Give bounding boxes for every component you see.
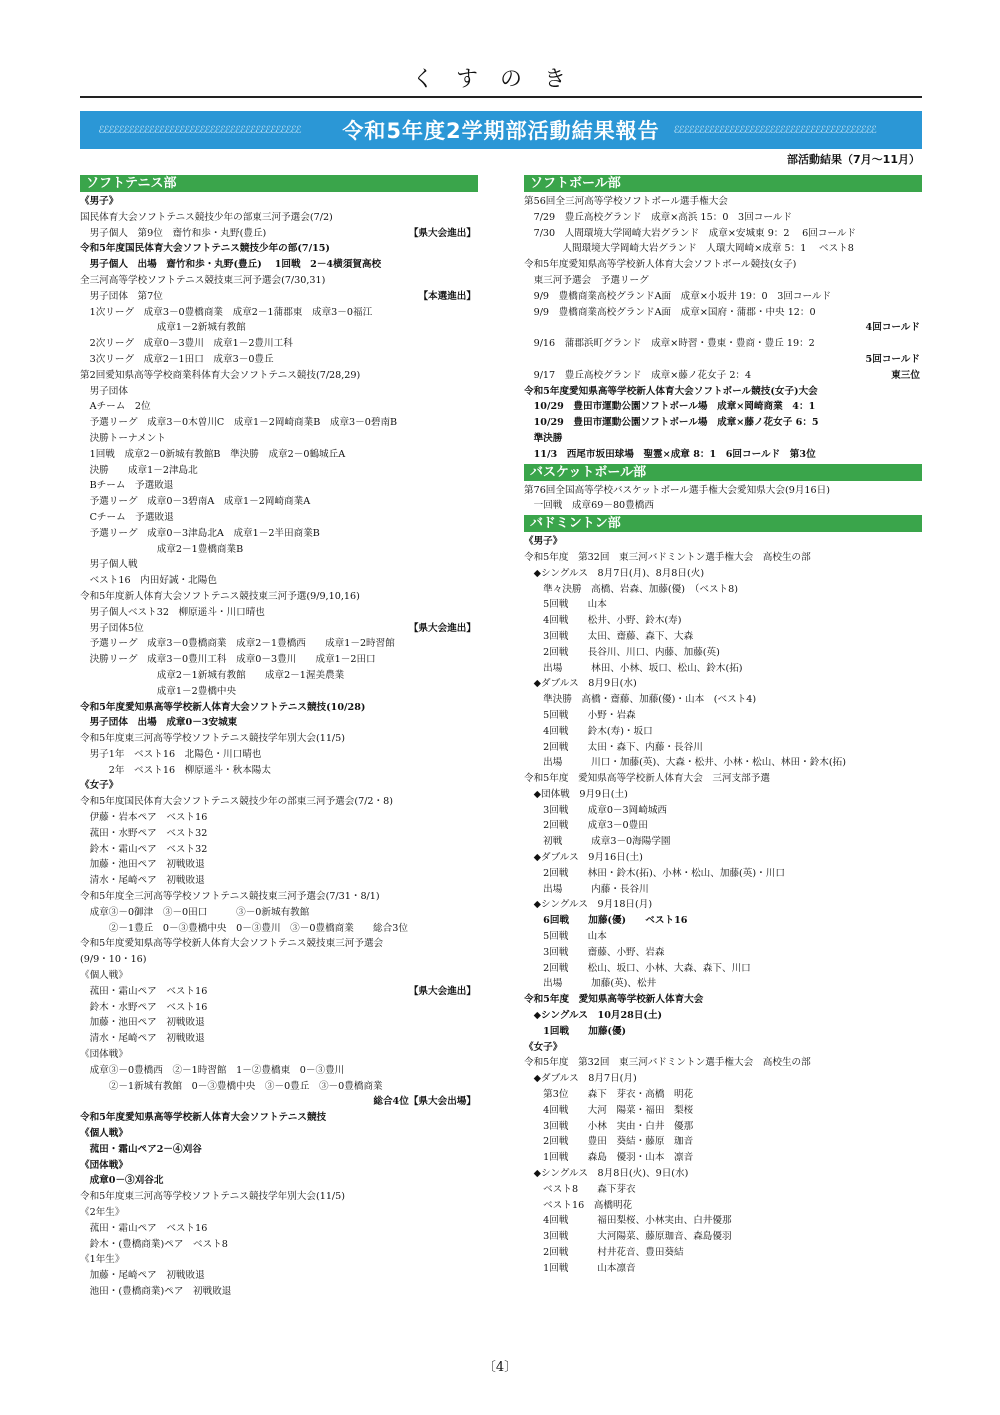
header-divider bbox=[80, 96, 922, 98]
result-line bbox=[80, 810, 478, 826]
result-text: 男子団体 bbox=[80, 385, 128, 397]
result-text: 鈴木・(豊橋商業)ペア ベスト8 bbox=[80, 1238, 228, 1250]
result-line bbox=[80, 889, 478, 905]
result-line bbox=[80, 857, 478, 873]
result-line bbox=[524, 289, 922, 305]
result-text: 11/3 西尾市坂田球場 聖霊×成章 8：1 6回コールド 第3位 bbox=[524, 448, 816, 460]
result-text: 5回戦 小野・岩森 bbox=[524, 709, 636, 721]
result-line bbox=[524, 945, 922, 961]
result-line bbox=[524, 1213, 922, 1229]
result-line bbox=[524, 771, 922, 787]
result-line bbox=[524, 336, 922, 352]
result-line bbox=[80, 984, 478, 1000]
result-text: 6回戦 加藤(優) ベスト16 bbox=[524, 915, 688, 927]
result-text: 予選リーグ 成章3－0木曽川C 成章1－2岡崎商業B 成章3－0碧南B bbox=[80, 417, 398, 429]
result-line bbox=[80, 1237, 478, 1253]
result-line bbox=[80, 542, 478, 558]
result-text: 9/16 蒲郡浜町グランド 成章×時習・豊東・豊商・豊丘 19：2 bbox=[524, 338, 815, 350]
result-text: 《女子》 bbox=[80, 780, 119, 792]
result-line bbox=[80, 1252, 478, 1268]
result-text: 10/29 豊田市運動公園ソフトボール場 成章×藤ノ花女子 6：5 bbox=[524, 417, 819, 429]
result-text: 加藤・尾崎ペア 初戦敗退 bbox=[80, 1270, 205, 1282]
result-text: 7/29 豊丘高校グランド 成章×高浜 15：0 3回コールド bbox=[524, 211, 792, 223]
result-line bbox=[80, 210, 478, 226]
result-line bbox=[80, 1079, 478, 1095]
result-note: 4回コールド bbox=[865, 322, 920, 334]
result-text: 加藤・池田ペア 初戦敗退 bbox=[80, 859, 205, 871]
result-text: 令和5年度国民体育大会ソフトテニス競技少年の部(7/15) bbox=[80, 243, 330, 255]
result-text: 令和5年度国民体育大会ソフトテニス競技少年の部東三河予選会(7/2・8) bbox=[80, 796, 393, 808]
result-line bbox=[524, 818, 922, 834]
result-text: 1回戦 森島 優羽・山本 凛音 bbox=[524, 1152, 694, 1164]
result-line bbox=[80, 731, 478, 747]
result-text: 鈴木・霜山ペア ベスト32 bbox=[80, 843, 208, 855]
section-header: バスケットボール部 bbox=[524, 464, 922, 481]
result-text: 初戦 成章3－0海陽学園 bbox=[524, 836, 671, 848]
result-line bbox=[80, 1110, 478, 1126]
result-text: 2次リーグ 成章0－3豊川 成章1－2豊川工科 bbox=[80, 338, 293, 350]
result-text: 準々決勝 高橋、岩森、加藤(優) （ベスト8) bbox=[524, 583, 739, 595]
page-number: 〔4〕 bbox=[482, 1360, 518, 1375]
result-line bbox=[524, 226, 922, 242]
result-text: 池田・(豊橋商業)ペア 初戦敗退 bbox=[80, 1285, 232, 1297]
result-text: 令和5年度愛知県高等学校新人体育大会ソフトテニス競技(10/28) bbox=[80, 701, 366, 713]
result-line bbox=[80, 494, 478, 510]
result-line bbox=[80, 1126, 478, 1142]
result-text: 3回戦 成章0－3岡崎城西 bbox=[524, 804, 668, 816]
result-note: 【県大会進出】 bbox=[408, 227, 476, 239]
result-line bbox=[80, 573, 478, 589]
result-text: 成章1－2新城有教館 bbox=[80, 322, 246, 334]
result-line bbox=[80, 1158, 478, 1174]
result-line bbox=[80, 1221, 478, 1237]
result-text: 伊藤・岩本ペア ベスト16 bbox=[80, 812, 208, 824]
result-line bbox=[524, 566, 922, 582]
result-line bbox=[80, 968, 478, 984]
result-text: Aチーム 2位 bbox=[80, 401, 151, 413]
result-text: 令和5年度愛知県高等学校新人体育大会ソフトボール競技(女子)大会 bbox=[524, 385, 818, 397]
result-line bbox=[524, 368, 922, 384]
result-line bbox=[524, 1103, 922, 1119]
result-line bbox=[80, 842, 478, 858]
result-line bbox=[80, 289, 478, 305]
result-text: 男子個人 出場 齋竹和歩・丸野(豊丘) 1回戦 2－4横須賀高校 bbox=[80, 259, 382, 271]
result-text: 決勝リーグ 成章3－0豊川工科 成章0－3豊川 成章1－2田口 bbox=[80, 654, 376, 666]
result-line bbox=[80, 463, 478, 479]
left-column bbox=[80, 174, 478, 1300]
result-text: 2回戦 村井花音、豊田葵結 bbox=[524, 1247, 684, 1258]
result-text: ②－1新城有教館 0－③豊橋中央 ③－0豊丘 ③－0豊橋商業 bbox=[80, 1080, 383, 1092]
result-line bbox=[80, 273, 478, 289]
result-text: 5回戦 山本 bbox=[524, 599, 607, 611]
result-text: 4回戦 松井、小野、鈴木(寿) bbox=[524, 615, 682, 627]
result-line bbox=[80, 715, 478, 731]
result-line bbox=[524, 1245, 922, 1261]
result-text: 第2回愛知県高等学校商業科体育大会ソフトテニス競技(7/28,29) bbox=[80, 369, 361, 381]
result-text: 出場 川口・加藤(英)、大森・松井、小林・松山、林田・鈴木(拓) bbox=[524, 757, 846, 769]
result-text: 男子個人戦 bbox=[80, 559, 138, 571]
result-text: 成章2－1新城有教館 成章2－1渥美農業 bbox=[80, 669, 345, 681]
result-note: 【県大会進出】 bbox=[408, 985, 476, 997]
result-text: 7/30 人間環境大学岡崎大岩グランド 成章×安城東 9：2 6回コールド bbox=[524, 227, 857, 239]
result-line bbox=[80, 589, 478, 605]
result-text: ◆シングルス 10月28日(土) bbox=[524, 1010, 663, 1022]
result-text: 令和5年度 第32回 東三河バドミントン選手権大会 高校生の部 bbox=[524, 551, 811, 563]
result-line bbox=[80, 1142, 478, 1158]
result-text: 菰田・霜山ペア ベスト16 bbox=[80, 1222, 208, 1234]
result-text: ◆シングルス 9月18日(月) bbox=[524, 899, 653, 911]
result-text: 男子団体 出場 成章0－3安城東 bbox=[80, 717, 238, 729]
result-text: 3回戦 大河陽菜、藤原珈音、森島優羽 bbox=[524, 1231, 732, 1243]
result-text: ベスト16 内田好誠・北陽色 bbox=[80, 575, 217, 587]
result-line bbox=[524, 1150, 922, 1166]
result-text: Bチーム 予選敗退 bbox=[80, 480, 174, 492]
result-line bbox=[80, 1047, 478, 1063]
result-note: 総合4位【県大会出場】 bbox=[373, 1096, 476, 1108]
result-text: 出場 林田、小林、坂口、松山、鈴木(拓) bbox=[524, 662, 743, 674]
result-line bbox=[80, 794, 478, 810]
result-text: 2回戦 豊田 葵結・藤原 珈音 bbox=[524, 1136, 694, 1148]
result-text: ◆ダブルス 9月16日(土) bbox=[524, 852, 643, 864]
result-line bbox=[524, 1024, 922, 1040]
result-text: 出場 加藤(英)、松井 bbox=[524, 978, 657, 990]
banner-pattern-right: ℰℰℰℰℰℰℰℰℰℰℰℰℰℰℰℰℰℰℰℰℰℰℰℰℰℰℰℰℰℰℰℰℰℰℰℰℰℰℰℰ bbox=[673, 124, 876, 136]
section-header: ソフトボール部 bbox=[524, 175, 922, 192]
result-text: 《団体戦》 bbox=[80, 1049, 128, 1061]
result-text: 東三河予選会 予選リーグ bbox=[524, 274, 649, 286]
result-text: ◆ダブルス 8月9日(水) bbox=[524, 678, 637, 690]
result-text: 清水・尾崎ペア 初戦敗退 bbox=[80, 1033, 205, 1045]
result-text: 1次リーグ 成章3－0豊橋商業 成章2－1蒲郡東 成章3－0福江 bbox=[80, 306, 373, 318]
result-text: 4回戦 福田梨桜、小林実由、白井優那 bbox=[524, 1215, 732, 1227]
result-line bbox=[80, 431, 478, 447]
result-line bbox=[524, 210, 922, 226]
result-line bbox=[80, 478, 478, 494]
result-line bbox=[524, 834, 922, 850]
results-period: 部活動結果（7月〜11月） bbox=[787, 153, 920, 166]
result-line bbox=[80, 952, 478, 968]
result-line bbox=[524, 273, 922, 289]
result-text: 1回戦 山本凛音 bbox=[524, 1262, 636, 1274]
result-line bbox=[524, 1261, 922, 1277]
result-text: 《個人戦》 bbox=[80, 970, 128, 982]
result-line bbox=[80, 305, 478, 321]
result-line bbox=[524, 1166, 922, 1182]
result-text: 1回戦 成章2－0新城有教館B 準決勝 成章2－0鶴城丘A bbox=[80, 448, 346, 460]
result-line bbox=[524, 305, 922, 321]
result-line bbox=[80, 368, 478, 384]
result-line bbox=[80, 905, 478, 921]
result-text: 成章2－1豊橋商業B bbox=[80, 543, 244, 555]
result-text: 3回戦 齋藤、小野、岩森 bbox=[524, 946, 665, 958]
result-text: 準決勝 高橋・齋藤、加藤(優)・山本 (ベスト4) bbox=[524, 694, 757, 706]
result-text: 3回戦 小林 実由・白井 優那 bbox=[524, 1120, 694, 1132]
result-text: 《1年生》 bbox=[80, 1254, 125, 1266]
result-text: 男子団体 第7位 bbox=[80, 290, 163, 302]
result-text: 成章③－0御津 ③－0田口 ③－0新城有教館 bbox=[80, 906, 310, 918]
result-line bbox=[80, 873, 478, 889]
result-text: ◆シングルス 8月8日(火)、9日(水) bbox=[524, 1168, 689, 1180]
result-text: 4回戦 大河 陽菜・福田 梨桜 bbox=[524, 1104, 694, 1116]
result-text: 菰田・霜山ペア2－④刈谷 bbox=[80, 1143, 202, 1155]
result-line bbox=[524, 913, 922, 929]
result-line bbox=[80, 226, 478, 242]
result-line bbox=[524, 929, 922, 945]
result-text: 3回戦 太田、齋藤、森下、大森 bbox=[524, 630, 694, 642]
result-note: 【県大会進出】 bbox=[408, 622, 476, 634]
result-text: 《男子》 bbox=[524, 536, 563, 548]
result-text: ベスト8 森下芽衣 bbox=[524, 1183, 636, 1195]
result-text: 10/29 豊田市運動公園ソフトボール場 成章×岡崎商業 4：1 bbox=[524, 401, 816, 413]
result-text: 男子1年 ベスト16 北陽色・川口晴也 bbox=[80, 748, 262, 760]
section-header: バドミントン部 bbox=[524, 515, 922, 532]
result-text: 一回戦 成章69－80豊橋西 bbox=[524, 500, 654, 512]
result-text: 第56回全三河高等学校ソフトボール選手権大会 bbox=[524, 196, 728, 207]
result-line bbox=[80, 336, 478, 352]
result-line bbox=[80, 1189, 478, 1205]
result-line bbox=[524, 1119, 922, 1135]
result-text: 《個人戦》 bbox=[80, 1128, 128, 1140]
result-text: 令和5年度東三河高等学校ソフトテニス競技学年別大会(11/5) bbox=[80, 1191, 345, 1203]
result-line bbox=[80, 1015, 478, 1031]
result-text: 《女子》 bbox=[524, 1041, 563, 1053]
result-line bbox=[524, 992, 922, 1008]
result-text: 鈴木・水野ペア ベスト16 bbox=[80, 1001, 208, 1013]
result-text: 全三河高等学校ソフトテニス競技東三河予選会(7/30,31) bbox=[80, 274, 326, 286]
result-text: 2回戦 成章3－0豊田 bbox=[524, 820, 648, 832]
result-line bbox=[524, 1008, 922, 1024]
result-line bbox=[524, 257, 922, 273]
result-line bbox=[524, 1134, 922, 1150]
result-line bbox=[80, 399, 478, 415]
result-line bbox=[524, 582, 922, 598]
result-text: ◆ダブルス 8月7日(月) bbox=[524, 1073, 637, 1085]
result-line bbox=[524, 961, 922, 977]
result-text: 令和5年度愛知県高等学校新人体育大会ソフトテニス競技東三河予選会 bbox=[80, 938, 384, 950]
result-line bbox=[80, 778, 478, 794]
result-line bbox=[524, 740, 922, 756]
result-text: ベスト16 高橋明花 bbox=[524, 1199, 633, 1211]
result-text: 9/17 豊丘高校グランド 成章×藤ノ花女子 2：4 bbox=[524, 369, 752, 381]
result-text: 人間環境大学岡崎大岩グランド 人環大岡崎×成章 5：1 ベスト8 bbox=[524, 243, 854, 255]
result-text: 予選リーグ 成章0－3津島北A 成章1－2半田商業B bbox=[80, 527, 320, 539]
result-text: Cチーム 予選敗退 bbox=[80, 511, 174, 523]
result-line bbox=[524, 755, 922, 771]
result-note: 東三位 bbox=[891, 369, 920, 381]
result-line bbox=[80, 241, 478, 257]
result-line bbox=[524, 399, 922, 415]
result-text: 2回戦 太田・森下、内藤・長谷川 bbox=[524, 741, 703, 753]
result-line bbox=[80, 320, 478, 336]
result-line bbox=[80, 700, 478, 716]
result-text: 2回戦 林田・鈴木(拓)、小林・松山、加藤(英)・川口 bbox=[524, 867, 785, 879]
result-text: 菰田・霜山ペア ベスト16 bbox=[80, 985, 208, 997]
section-header: ソフトテニス部 bbox=[80, 175, 478, 192]
result-line bbox=[80, 747, 478, 763]
result-text: 《2年生》 bbox=[80, 1207, 125, 1218]
result-text: 4回戦 鈴木(寿)・坂口 bbox=[524, 725, 653, 737]
result-line bbox=[524, 1055, 922, 1071]
result-line bbox=[80, 621, 478, 637]
result-line bbox=[524, 882, 922, 898]
result-line bbox=[524, 352, 922, 368]
result-text: 令和5年度全三河高等学校ソフトテニス競技東三河予選会(7/31・8/1) bbox=[80, 891, 380, 903]
result-text: 加藤・池田ペア 初戦敗退 bbox=[80, 1017, 205, 1029]
result-line bbox=[524, 629, 922, 645]
result-line bbox=[80, 763, 478, 779]
result-line bbox=[80, 447, 478, 463]
result-line bbox=[524, 534, 922, 550]
result-text: 9/9 豊橋商業高校グランドA面 成章×小坂井 19：0 3回コールド bbox=[524, 290, 832, 302]
result-text: 《男子》 bbox=[80, 196, 119, 207]
banner-title: 令和5年度2学期部活動結果報告 bbox=[342, 119, 660, 143]
result-line bbox=[80, 826, 478, 842]
result-text: 第3位 森下 芽衣・高橋 明花 bbox=[524, 1089, 694, 1101]
result-line bbox=[80, 384, 478, 400]
result-line bbox=[524, 415, 922, 431]
result-line bbox=[80, 194, 478, 210]
result-text: 清水・尾崎ペア 初戦敗退 bbox=[80, 875, 205, 887]
result-line bbox=[80, 1205, 478, 1221]
result-line bbox=[80, 668, 478, 684]
result-line bbox=[80, 684, 478, 700]
result-text: 成章③－0豊橋西 ②－1時習館 1－②豊橋東 0－③豊川 bbox=[80, 1064, 345, 1076]
result-text: ②－1豊丘 0－③豊橋中央 0－③豊川 ③－0豊橋商業 総合3位 bbox=[80, 922, 408, 934]
result-text: 令和5年度愛知県高等学校新人体育大会ソフトテニス競技 bbox=[80, 1112, 327, 1124]
result-text: 予選リーグ 成章3－0豊橋商業 成章2－1豊橋西 成章1－2時習館 bbox=[80, 638, 395, 650]
result-text: 2回戦 長谷川、川口、内藤、加藤(英) bbox=[524, 646, 720, 658]
result-line bbox=[524, 241, 922, 257]
result-text: 5回戦 山本 bbox=[524, 931, 607, 943]
result-line bbox=[80, 1094, 478, 1110]
result-line bbox=[524, 483, 922, 499]
result-line bbox=[80, 510, 478, 526]
result-text: 予選リーグ 成章0－3碧南A 成章1－2岡崎商業A bbox=[80, 496, 311, 508]
result-line bbox=[524, 597, 922, 613]
result-line bbox=[524, 1229, 922, 1245]
result-text: 出場 内藤・長谷川 bbox=[524, 883, 649, 895]
result-line bbox=[524, 661, 922, 677]
result-line bbox=[80, 415, 478, 431]
result-line bbox=[524, 320, 922, 336]
result-line bbox=[524, 645, 922, 661]
result-line bbox=[80, 652, 478, 668]
result-line bbox=[524, 850, 922, 866]
result-text: 令和5年度 愛知県高等学校新人体育大会 bbox=[524, 994, 704, 1006]
result-text: 《団体戦》 bbox=[80, 1159, 128, 1171]
result-text: 準決勝 bbox=[524, 432, 563, 444]
result-line bbox=[524, 708, 922, 724]
result-text: 2年 ベスト16 柳原遥斗・秋本陽太 bbox=[80, 764, 271, 776]
result-line bbox=[524, 692, 922, 708]
result-line bbox=[524, 613, 922, 629]
result-line bbox=[80, 557, 478, 573]
result-text: 男子個人 第9位 齋竹和歩・丸野(豊丘) bbox=[80, 227, 267, 239]
result-line bbox=[80, 636, 478, 652]
result-text: 成章0－③刈谷北 bbox=[80, 1175, 164, 1187]
result-note: 【本選進出】 bbox=[418, 290, 476, 302]
result-text: 国民体育大会ソフトテニス競技少年の部東三河予選会(7/2) bbox=[80, 211, 333, 223]
result-text: 令和5年度東三河高等学校ソフトテニス競技学年別大会(11/5) bbox=[80, 733, 345, 745]
newsletter-title: くすのき bbox=[411, 67, 588, 92]
result-line bbox=[524, 194, 922, 210]
result-line bbox=[524, 724, 922, 740]
result-text: 9/9 豊橋商業高校グランドA面 成章×国府・蒲郡・中央 12：0 bbox=[524, 306, 816, 318]
result-line bbox=[80, 352, 478, 368]
result-text: 決勝トーナメント bbox=[80, 432, 166, 444]
result-line bbox=[80, 526, 478, 542]
result-text: ◆団体戦 9月9日(土) bbox=[524, 788, 628, 800]
result-line bbox=[524, 1182, 922, 1198]
result-line bbox=[524, 897, 922, 913]
result-line bbox=[524, 498, 922, 514]
report-banner bbox=[80, 111, 922, 149]
result-line bbox=[524, 866, 922, 882]
result-line bbox=[524, 676, 922, 692]
result-line bbox=[80, 1284, 478, 1300]
result-line bbox=[524, 1087, 922, 1103]
result-line bbox=[80, 1268, 478, 1284]
result-line bbox=[524, 447, 922, 463]
result-line bbox=[524, 976, 922, 992]
result-text: ◆シングルス 8月7日(月)、8月8日(火) bbox=[524, 567, 705, 579]
result-line bbox=[80, 936, 478, 952]
result-text: 3次リーグ 成章2－1田口 成章3－0豊丘 bbox=[80, 353, 274, 365]
result-line bbox=[524, 1071, 922, 1087]
result-line bbox=[524, 1040, 922, 1056]
result-text: 1回戦 加藤(優) bbox=[524, 1025, 627, 1037]
result-text: 決勝 成章1－2津島北 bbox=[80, 464, 198, 476]
result-line bbox=[524, 803, 922, 819]
result-line bbox=[524, 1198, 922, 1214]
result-text: 令和5年度 第32回 東三河バドミントン選手権大会 高校生の部 bbox=[524, 1057, 811, 1069]
result-text: 第76回全国高等学校バスケットボール選手権大会愛知県大会(9月16日) bbox=[524, 484, 830, 496]
result-text: 菰田・水野ペア ベスト32 bbox=[80, 827, 208, 839]
result-text: 令和5年度 愛知県高等学校新人体育大会 三河支部予選 bbox=[524, 773, 770, 785]
result-line bbox=[80, 921, 478, 937]
result-text: 令和5年度新人体育大会ソフトテニス競技東三河予選(9/9,10,16) bbox=[80, 590, 360, 602]
result-line bbox=[524, 431, 922, 447]
result-line bbox=[80, 1031, 478, 1047]
result-line bbox=[80, 605, 478, 621]
result-line bbox=[80, 257, 478, 273]
result-text: 男子団体5位 bbox=[80, 622, 144, 634]
result-line bbox=[80, 1063, 478, 1079]
result-line bbox=[524, 787, 922, 803]
result-note: 5回コールド bbox=[865, 353, 920, 365]
result-line bbox=[524, 384, 922, 400]
result-line bbox=[80, 1173, 478, 1189]
result-line bbox=[524, 550, 922, 566]
result-line bbox=[80, 1000, 478, 1016]
result-text: 成章1－2豊橋中央 bbox=[80, 685, 237, 697]
result-text: (9/9・10・16) bbox=[80, 954, 147, 966]
result-text: 2回戦 松山、坂口、小林、大森、森下、川口 bbox=[524, 962, 751, 974]
right-column bbox=[524, 174, 922, 1277]
banner-pattern-left: ℰℰℰℰℰℰℰℰℰℰℰℰℰℰℰℰℰℰℰℰℰℰℰℰℰℰℰℰℰℰℰℰℰℰℰℰℰℰℰℰ bbox=[98, 124, 301, 136]
result-text: 令和5年度愛知県高等学校新人体育大会ソフトボール競技(女子) bbox=[524, 259, 797, 271]
result-text: 男子個人ベスト32 柳原遥斗・川口晴也 bbox=[80, 606, 265, 618]
